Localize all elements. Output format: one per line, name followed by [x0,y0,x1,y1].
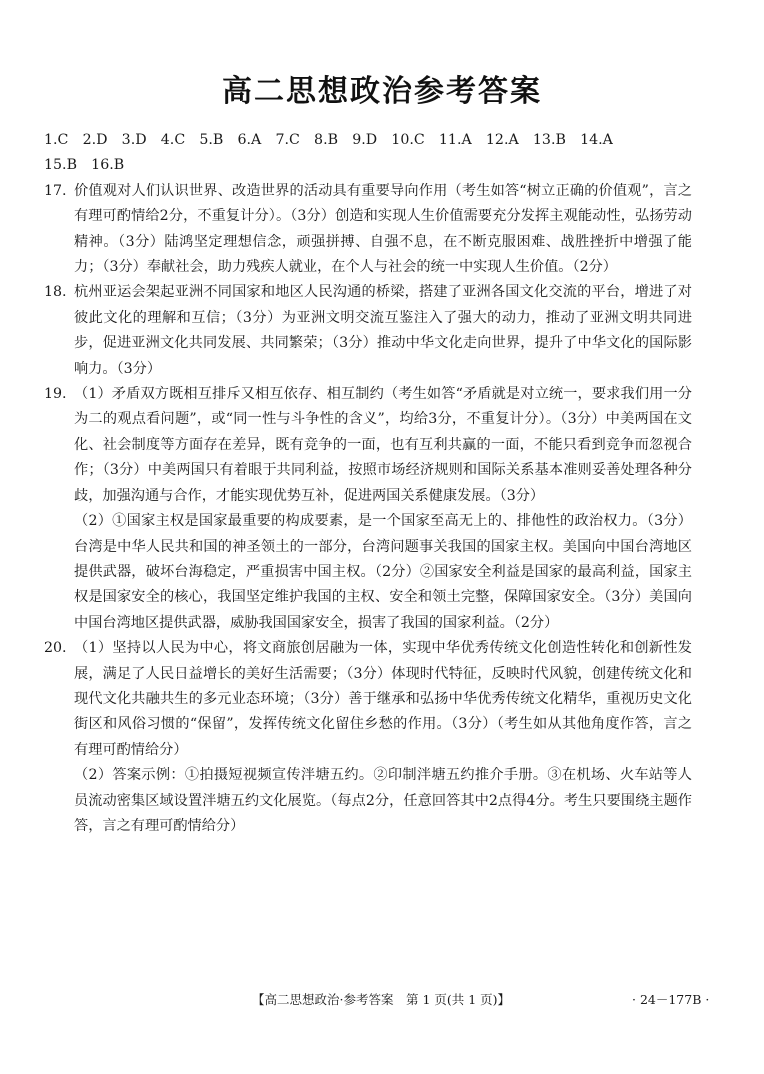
footer-code: · 24－177B · [632,992,710,1007]
answer-text: 杭州亚运会架起亚洲不同国家和地区人民沟通的桥梁，搭建了亚洲各国文化交流的平台，增进了对彼此文化的理解和互信；（3分）为亚洲文明交流互鉴注入了强大的动力，推动了亚洲文明共同进步，促进亚洲文化共同发展、共同繁荣；（3分）推动中华文化走向世界，提升了中华文化的国际影响力。（3分） [74,284,692,377]
question-number: 20. [44,640,67,657]
answer-body [44,128,692,839]
question-18 [44,280,692,382]
mc-answers-line-1: 1.C 2.D 3.D 4.C 5.B 6.A 7.C 8.B 9.D 10.C 11.A 12.A 13.B 14.A [44,132,613,148]
question-19 [44,382,692,636]
question-number: 18. [44,284,67,301]
question-number: 17. [44,182,67,199]
mc-answers-line-2: 15.B 16.B [44,157,125,174]
footer-page-info: 【高二思想政治·参考答案 第 1 页(共 1 页)】 [252,992,511,1007]
answer-part-1: （1）坚持以人民为中心，将文商旅创居融为一体，实现中华优秀传统文化创造性转化和创新性发展，满足了人民日益增长的美好生活需要；（3分）体现时代特征，反映时代风貌，创建传统文化和现代文化共融共生的多元业态环境；（3分）善于继承和弘扬中华优秀传统文化精华，重视历史文化街区和风俗习惯的“保留”，发挥传统文化留住乡愁的作用。（3分）（考生如从其他角度作答，言之有理可酌情给分） [74,640,692,758]
question-20 [44,636,692,839]
question-17 [44,179,692,281]
answer-text: 价值观对人们认识世界、改造世界的活动具有重要导向作用（考生如答“树立正确的价值观”，言之有理可酌情给2分，不重复计分）。（3分）创造和实现人生价值需要充分发挥主观能动性，弘扬劳动精神。（3分）陆鸿坚定理想信念，顽强拼搏、自强不息，在不断克服困难、战胜挫折中增强了能力；（3分）奉献社会，助力残疾人就业，在个人与社会的统一中实现人生价值。（2分） [74,182,692,276]
answer-part-2: （2）答案示例：①拍摄短视频宣传泮塘五约。②印制泮塘五约推介手册。③在机场、火车站等人员流动密集区域设置泮塘五约文化展览。（每点2分，任意回答其中2点得4分。考生只要围绕主题作答，言之有理可酌情给分） [74,767,692,834]
page-title: 高二思想政治参考答案 [222,74,542,109]
question-number: 19. [44,386,67,403]
answer-part-2: （2）①国家主权是国家最重要的构成要素，是一个国家至高无上的、排他性的政治权力。（3分）台湾是中华人民共和国的神圣领土的一部分，台湾问题事关我国的国家主权。美国向中国台湾地区提供武器，破坏台海稳定，严重损害中国主权。（2分）②国家安全利益是国家的最高利益，国家主权是国家安全的核心，我国坚定维护我国的主权、安全和领土完整，保障国家安全。（3分）美国向中国台湾地区提供武器，威胁我国国家安全，损害了我国的国家利益。（2分） [74,513,692,631]
answer-part-1: （1）矛盾双方既相互排斥又相互依存、相互制约（考生如答“矛盾就是对立统一，要求我们用一分为二的观点看问题”，或“同一性与斗争性的含义”，均给3分，不重复计分）。（3分）中美两国在文化、社会制度等方面存在差异，既有竞争的一面，也有互利共赢的一面，不能只看到竞争而忽视合作；（3分）中美两国只有着眼于共同利益，按照市场经济规则和国际关系基本准则妥善处理各种分歧，加强沟通与合作，才能实现优势互补，促进两国关系健康发展。（3分） [74,386,692,504]
